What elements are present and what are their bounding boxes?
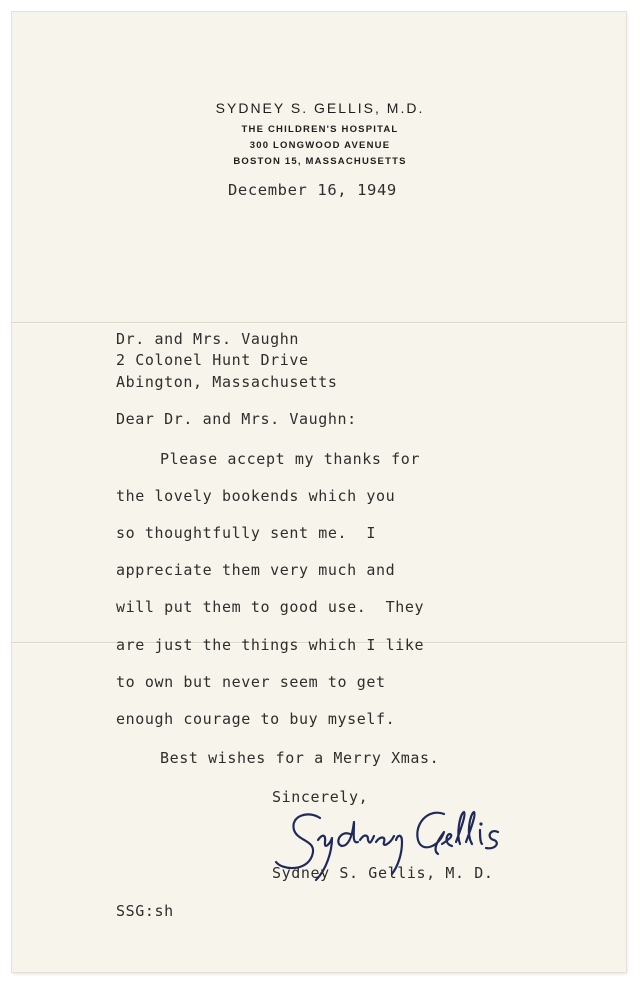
body-line: will put them to good use. They [116, 598, 425, 616]
letterhead-street: 300 LONGWOOD AVENUE [249, 140, 391, 151]
closing: Sincerely, [272, 788, 369, 806]
body-line: so thoughtfully sent me. I [116, 524, 377, 542]
letterhead-city: BOSTON 15, MASSACHUSETTS [233, 156, 407, 167]
paper-fold-upper [12, 322, 626, 324]
letter-date: December 16, 1949 [228, 181, 397, 199]
body-line: Please accept my thanks for [160, 450, 421, 468]
body-line: are just the things which I like [116, 636, 425, 654]
letterhead-hospital: THE CHILDREN'S HOSPITAL [241, 124, 399, 135]
typed-signer-name: Sydney S. Gellis, M. D. [272, 864, 494, 882]
body-line: appreciate them very much and [116, 561, 396, 579]
closing-wish: Best wishes for a Merry Xmas. [160, 749, 440, 767]
recipient-name: Dr. and Mrs. Vaughn [116, 330, 299, 348]
body-line: the lovely bookends which you [116, 487, 396, 505]
letterhead-name: SYDNEY S. GELLIS, M.D. [215, 100, 425, 116]
recipient-city: Abington, Massachusetts [116, 373, 338, 391]
body-line: to own but never seem to get [116, 673, 386, 691]
body-line: enough courage to buy myself. [116, 710, 396, 728]
salutation: Dear Dr. and Mrs. Vaughn: [116, 410, 357, 428]
reference-initials: SSG:sh [116, 902, 174, 920]
recipient-street: 2 Colonel Hunt Drive [116, 351, 309, 369]
